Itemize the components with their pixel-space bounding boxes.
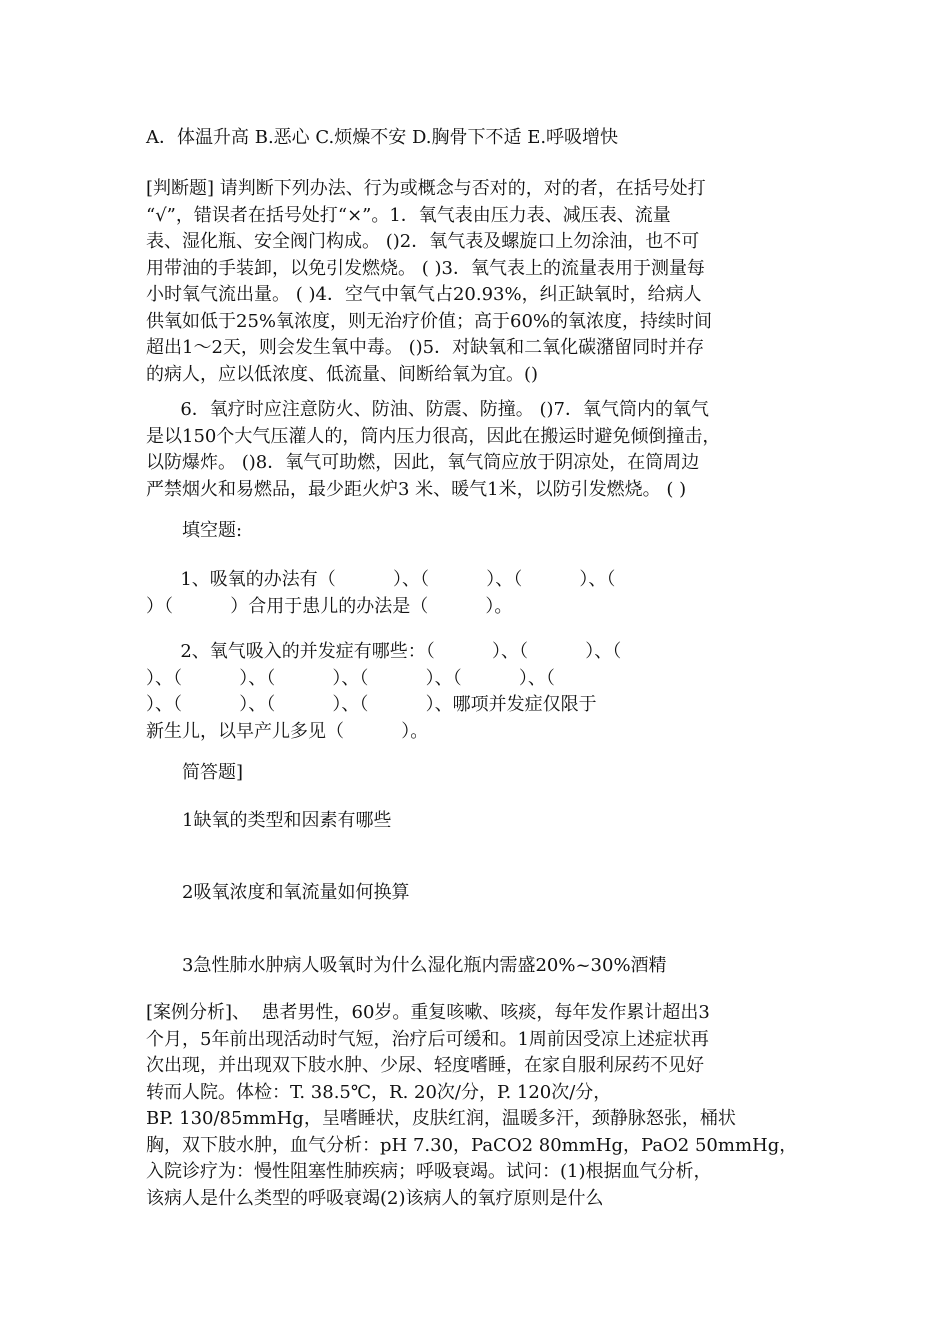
fill-q1-line: 1、吸氧的办法有（ ）、（ ）、（ ）、（ — [146, 569, 616, 590]
judgment-line: 供氧如低于25%氧浓度，则无治疗价值；高于60%的氧浓度，持续时间 — [146, 310, 713, 332]
judgment-line: “√”，错误者在括号处打“×”。1．氧气表由压力表、减压表、流量 — [146, 204, 671, 226]
short-answer-q3: 3急性肺水肿病人吸氧时为什么湿化瓶内需盛20%~30%酒精 — [182, 955, 667, 976]
options-text: A．体温升高 B.恶心 C.烦燥不安 D.胸骨下不适 E.呼吸增快 — [146, 127, 619, 148]
judgment-line: 的病人，应以低浓度、低流量、间断给氧为宜。() — [146, 363, 539, 385]
case-line: 该病人是什么类型的呼吸衰竭(2)该病人的氧疗原则是什么 — [146, 1187, 604, 1209]
case-analysis-block — [146, 1000, 810, 1212]
fill-blank-question-1 — [146, 567, 810, 620]
judgment-line: 小时氧气流出量。 ( )4．空气中氧气占20.93%，纠正缺氧时，给病人 — [146, 284, 702, 305]
short-answer-heading: 简答题] — [182, 762, 244, 783]
judgment-line: [判断题] 请判断下列办法、行为或概念与否对的，对的者，在括号处打 — [146, 178, 706, 199]
case-line: 次出现，并出现双下肢水肿、少尿、轻度嗜睡，在家自服利尿药不见好 — [146, 1055, 704, 1076]
case-line: 胸，双下肢水肿，血气分析：pH 7.30，PaCO2 80mmHg，PaO2 50mmHg， — [146, 1134, 798, 1156]
fill-q2-line: 新生儿，以早产儿多见（ ）。 — [146, 720, 429, 742]
judgment-line: 表、湿化瓶、安全阀门构成。 ()2．氧气表及螺旋口上勿涂油，也不可 — [146, 231, 700, 252]
judgment-line: 超出1～2天，则会发生氧中毒。 ()5．对缺氧和二氧化碳潴留同时并存 — [146, 337, 705, 358]
short-answer-q2: 2吸氧浓度和氧流量如何换算 — [182, 882, 410, 903]
judgment-question-block — [146, 176, 810, 388]
case-line: BP. 130/85mmHg，呈嗜睡状，皮肤红润，温暖多汗，颈静脉怒张，桶状 — [146, 1108, 736, 1129]
judgment-cont-line: 是以150个大气压灌人的，筒内压力很高，因此在搬运时避免倾倒撞击， — [146, 425, 721, 447]
case-line: 转而人院。体检：T. 38.5℃，R. 20次/分，P. 120次/分， — [146, 1081, 612, 1103]
case-line: [案例分析]、 患者男性，60岁。重复咳嗽、咳痰，每年发作累计超出3 — [146, 1002, 710, 1023]
fill-q1-line: ）（ ）合用于患儿的办法是（ ）。 — [146, 595, 513, 617]
fill-q2-line: 2、氧气吸入的并发症有哪些：（ ）、（ ）、（ — [146, 641, 622, 662]
short-answer-q1: 1缺氧的类型和因素有哪些 — [182, 810, 392, 831]
judgment-cont-line: 严禁烟火和易燃品，最少距火炉3 米、暖气1米，以防引发燃烧。 ( ) — [146, 478, 687, 500]
fill-blank-heading: 填空题: — [182, 520, 243, 541]
answer-options-line — [146, 125, 810, 152]
fill-blank-question-2 — [146, 639, 810, 745]
fill-q2-line: ）、（ ）、（ ）、（ ）、哪项并发症仅限于 — [146, 694, 597, 715]
judgment-cont-line: 6．氧疗时应注意防火、防油、防震、防撞。 ()7．氧气筒内的氧气 — [146, 399, 709, 420]
judgment-cont-line: 以防爆炸。 ()8．氧气可助燃，因此，氧气筒应放于阴凉处，在筒周边 — [146, 452, 700, 473]
judgment-continued-block — [146, 397, 810, 503]
fill-q2-line: ）、（ ）、（ ）、（ ）、（ ）、（ — [146, 667, 555, 689]
case-line: 个月，5年前出现活动时气短，治疗后可缓和。1周前因受凉上述症状再 — [146, 1028, 709, 1050]
judgment-line: 用带油的手装卸，以免引发燃烧。 ( )3．氧气表上的流量表用于测量每 — [146, 257, 705, 279]
case-line: 入院诊疗为：慢性阻塞性肺疾病；呼吸衰竭。试问：(1)根据血气分析， — [146, 1161, 712, 1182]
